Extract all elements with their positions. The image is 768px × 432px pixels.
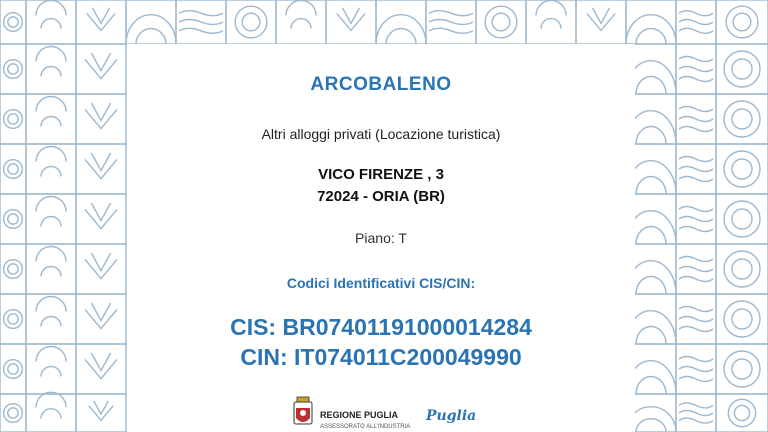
pattern-tile — [426, 0, 476, 44]
pattern-tile — [126, 0, 176, 44]
regione-puglia-logo — [284, 394, 434, 432]
pattern-tile — [716, 144, 768, 194]
address-street: VICO FIRENZE , 3 — [318, 166, 444, 183]
pattern-tile — [476, 0, 526, 44]
cin-code: CIN: IT074011C200049990 — [240, 344, 522, 370]
pattern-tile — [326, 0, 376, 44]
pattern-tile — [676, 194, 716, 244]
pattern-tile — [276, 0, 326, 44]
pattern-tile — [0, 144, 26, 194]
pattern-tile — [26, 294, 76, 344]
pattern-tile — [26, 194, 76, 244]
pattern-tile — [26, 44, 76, 94]
pattern-tile — [526, 0, 576, 44]
pattern-tile — [716, 94, 768, 144]
pattern-tile — [26, 144, 76, 194]
pattern-tile — [26, 94, 76, 144]
pattern-tile — [716, 244, 768, 294]
pattern-tile — [676, 144, 716, 194]
pattern-tile — [576, 0, 626, 44]
pattern-tile — [26, 0, 76, 44]
pattern-tile — [676, 94, 716, 144]
pattern-tile — [26, 244, 76, 294]
pattern-tile — [716, 44, 768, 94]
pattern-tile — [0, 394, 26, 432]
codes-heading: Codici Identificativi CIS/CIN: — [286, 275, 476, 291]
puglia-brand-text: Puglia — [426, 408, 477, 424]
pattern-tile — [26, 344, 76, 394]
pattern-tile — [716, 294, 768, 344]
pattern-tile — [0, 0, 26, 44]
pattern-tile — [716, 344, 768, 394]
pattern-tile — [0, 194, 26, 244]
pattern-tile — [676, 244, 716, 294]
floor-label: Piano: T — [355, 230, 407, 246]
pattern-tile — [76, 94, 126, 144]
pattern-tile — [0, 44, 26, 94]
pattern-tile — [76, 144, 126, 194]
pattern-tile — [676, 294, 716, 344]
certificate-panel — [127, 44, 635, 432]
pattern-tile — [76, 44, 126, 94]
pattern-tile — [676, 344, 716, 394]
pattern-tile — [226, 0, 276, 44]
region-name: REGIONE PUGLIA — [320, 410, 399, 420]
pattern-tile — [0, 294, 26, 344]
pattern-tile — [76, 344, 126, 394]
pattern-tile — [676, 44, 716, 94]
pattern-tile — [76, 394, 126, 432]
region-crest-icon — [288, 394, 318, 432]
pattern-tile — [76, 244, 126, 294]
cis-code: CIS: BR07401191000014284 — [230, 314, 532, 340]
pattern-tile — [0, 244, 26, 294]
pattern-tile — [626, 0, 676, 44]
pattern-tile — [376, 0, 426, 44]
property-title: ARCOBALENO — [310, 74, 452, 95]
pattern-tile — [0, 94, 26, 144]
pattern-tile — [76, 0, 126, 44]
pattern-tile — [676, 394, 716, 432]
pattern-tile — [26, 392, 76, 432]
pattern-tile — [76, 294, 126, 344]
pattern-tile — [76, 194, 126, 244]
pattern-tile — [716, 394, 768, 432]
pattern-tile — [716, 194, 768, 244]
region-department: ASSESSORATO ALL'INDUSTRIA — [320, 424, 411, 430]
address-city: 72024 - ORIA (BR) — [317, 188, 445, 205]
pattern-tile — [176, 0, 226, 44]
accommodation-category: Altri alloggi privati (Locazione turistica) — [261, 126, 501, 142]
pattern-tile — [0, 344, 26, 394]
pattern-tile — [716, 0, 768, 44]
pattern-tile — [676, 0, 716, 44]
puglia-logo-icon — [420, 394, 477, 432]
